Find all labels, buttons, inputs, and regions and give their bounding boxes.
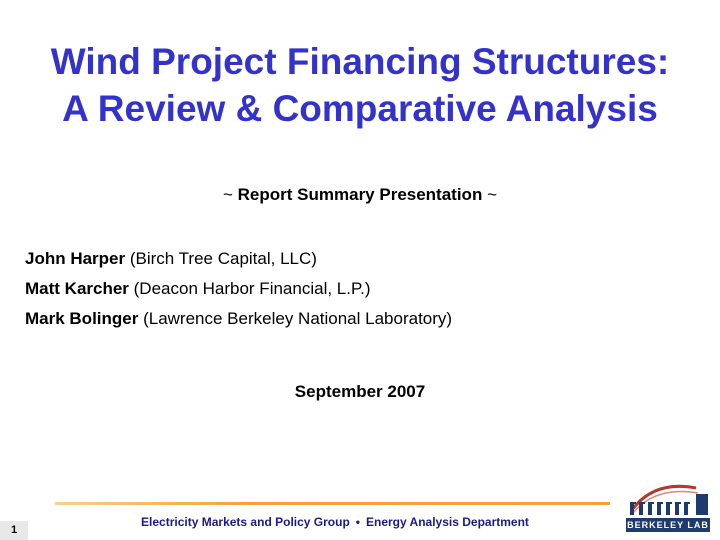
footer-bullet: • [355,515,360,529]
subtitle-prefix: ~ [223,185,238,204]
page-number: 1 [10,524,18,536]
berkeley-lab-building-icon [624,480,714,518]
author-item [25,307,705,337]
page-number-box [0,521,28,540]
subtitle-suffix: ~ [482,185,497,204]
author-name: Mark Bolinger [25,309,139,328]
author-affiliation: (Deacon Harbor Financial, L.P.) [128,279,371,298]
footer-group: Electricity Markets and Policy Group [141,515,350,529]
author-item [25,277,705,307]
presentation-date: September 2007 [294,382,426,401]
berkeley-lab-logo [624,480,714,536]
logo-wordmark: BERKELEY LAB [627,520,709,530]
author-affiliation: (Lawrence Berkeley National Laboratory) [138,309,453,328]
subtitle-text: Report Summary Presentation [237,185,483,204]
title-line-2: A Review & Comparative Analysis [62,88,658,129]
slide-subtitle [0,185,720,205]
author-affiliation: (Birch Tree Capital, LLC) [125,249,317,268]
author-list [25,247,705,337]
footer-divider [55,502,610,505]
author-name: John Harper [25,249,126,268]
title-line-1: Wind Project Financing Structures: [50,41,670,82]
author-item [25,247,705,277]
author-name: Matt Karcher [25,279,129,298]
slide-title [0,38,720,132]
footer-text [55,515,615,529]
footer-department: Energy Analysis Department [365,515,529,529]
